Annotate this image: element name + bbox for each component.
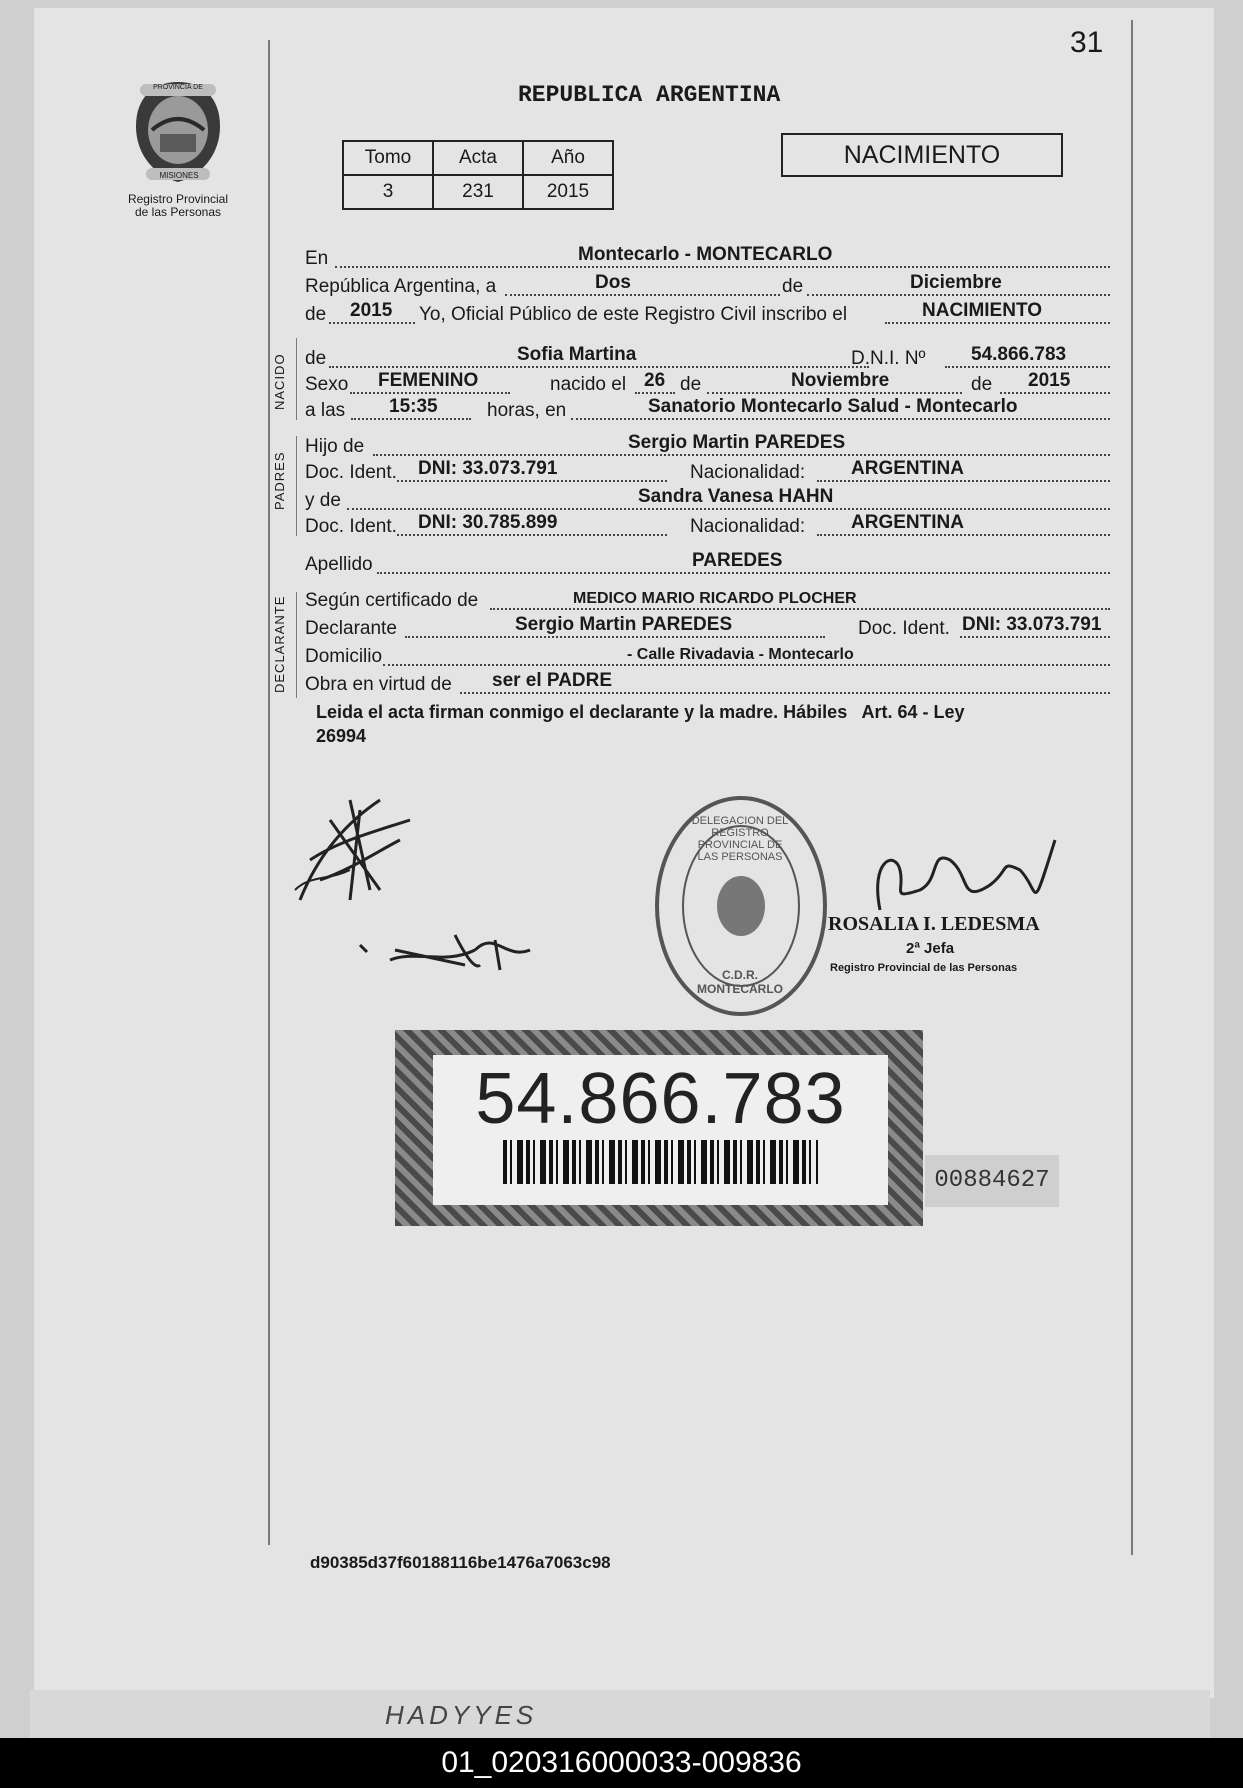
value-dia: Dos: [595, 272, 631, 293]
label-doc-ident: Doc. Ident.: [305, 462, 397, 483]
official-office: Registro Provincial de las Personas: [830, 962, 1018, 974]
value-mes-nac: Noviembre: [791, 370, 890, 391]
dotted-line: [460, 692, 1110, 694]
closing-line-1: Leida el acta firman conmigo el declarante y la madre. Hábiles Art. 64 - Ley: [316, 702, 965, 722]
closing-line-2: 26994: [316, 726, 367, 746]
value-apellido: PAREDES: [692, 550, 783, 571]
section-divider: [296, 338, 297, 420]
dotted-line: [350, 392, 510, 394]
right-margin-line: [1131, 20, 1133, 1555]
value-padre-doc: DNI: 33.073.791: [418, 458, 558, 479]
dotted-line: [817, 534, 1110, 536]
registry-logo: [128, 78, 228, 186]
value-dia-nac: 26: [644, 370, 666, 391]
row-domicilio: [305, 644, 1110, 670]
side-label-nacido: NACIDO: [272, 353, 287, 410]
dotted-line: [383, 664, 1110, 666]
row-madre-doc: [305, 514, 1110, 540]
table-header-tomo: Tomo: [343, 141, 433, 175]
value-hora: 15:35: [389, 396, 438, 417]
value-padre: Sergio Martin PAREDES: [628, 432, 846, 453]
document-hash: d90385d37f60188116be1476a7063c98: [310, 1553, 611, 1572]
declarant-signature-icon: [290, 780, 420, 910]
section-divider: [296, 592, 297, 698]
seal-ring-text: DELEGACION DEL REGISTRO PROVINCIAL DE LAS PERSONAS: [691, 815, 789, 863]
row-sexo: [305, 372, 1110, 398]
section-divider: [296, 436, 297, 536]
page-number: 31: [1070, 26, 1104, 59]
label-y-de: y de: [305, 490, 341, 511]
document-type-box: NACIMIENTO: [781, 133, 1063, 177]
label-de-name: de: [305, 348, 327, 369]
label-segun: Según certificado de: [305, 590, 479, 611]
table-cell-tomo: 3: [343, 175, 433, 209]
dotted-line: [397, 480, 667, 482]
value-anio: 2015: [350, 300, 393, 321]
logo-caption-line1: Registro Provincial: [127, 192, 229, 206]
serial-label: 00884627: [925, 1155, 1059, 1207]
label-a-las: a las: [305, 400, 346, 421]
side-label-declarante: DECLARANTE: [272, 595, 287, 693]
emblem-top-text: PROVINCIA DE: [153, 84, 203, 91]
left-margin-line: [268, 40, 270, 1545]
value-mes: Diciembre: [910, 272, 1002, 293]
label-horas-en: horas, en: [487, 400, 567, 421]
label-nacionalidad-madre: Nacionalidad:: [690, 516, 806, 537]
label-republica: República Argentina, a: [305, 276, 497, 297]
province-emblem-icon: [128, 78, 228, 186]
mother-signature-icon: [355, 920, 555, 980]
label-de-year: de: [305, 304, 327, 325]
value-declarante-doc: DNI: 33.073.791: [962, 614, 1102, 635]
dotted-line: [329, 366, 869, 368]
official-title: 2ª Jefa: [906, 940, 955, 957]
label-declarante: Declarante: [305, 618, 397, 639]
dotted-line: [817, 480, 1110, 482]
label-de: de: [782, 276, 804, 297]
label-nacido-el: nacido el: [550, 374, 627, 395]
logo-caption: [108, 193, 248, 219]
value-anio-nac: 2015: [1028, 370, 1071, 391]
dotted-line: [335, 266, 1110, 268]
label-doc-ident-madre: Doc. Ident.: [305, 516, 397, 537]
dotted-line: [347, 508, 1110, 510]
official-name: ROSALIA I. LEDESMA: [828, 913, 1040, 935]
dotted-line: [960, 636, 1110, 638]
underlying-scribble-text: HADYYES: [385, 1700, 538, 1730]
row-obra: [305, 672, 1110, 698]
dotted-line: [351, 418, 471, 420]
dotted-line: [490, 608, 1110, 610]
dotted-line: [885, 322, 1110, 324]
label-inscribo: Yo, Oficial Público de este Registro Civil inscribo el: [419, 304, 848, 325]
table-header-acta: Acta: [433, 141, 523, 175]
dotted-line: [635, 392, 675, 394]
country-title: REPUBLICA ARGENTINA: [518, 82, 781, 108]
dotted-line: [377, 572, 1110, 574]
footer-id: 01_020316000033-009836: [0, 1738, 1243, 1788]
value-declarante: Sergio Martin PAREDES: [515, 614, 733, 635]
value-obra: ser el PADRE: [492, 670, 613, 691]
label-nacionalidad: Nacionalidad:: [690, 462, 806, 483]
dotted-line: [571, 418, 1110, 420]
registry-table: [342, 140, 614, 210]
barcode-bars: [503, 1140, 818, 1184]
row-padre-doc: [305, 460, 1110, 486]
label-dni: D.N.I. Nº: [851, 348, 926, 369]
label-en: En: [305, 248, 329, 269]
table-header-anio: Año: [523, 141, 613, 175]
side-label-padres: PADRES: [272, 451, 287, 510]
row-inscribo: [305, 302, 1110, 328]
value-domicilio: - Calle Rivadavia - Montecarlo: [627, 646, 854, 663]
emblem-bottom-text: MISIONES: [159, 171, 199, 180]
value-lugar: Montecarlo - MONTECARLO: [578, 244, 833, 265]
dotted-line: [505, 294, 780, 296]
label-obra: Obra en virtud de: [305, 674, 452, 695]
row-republica: [305, 274, 1110, 300]
label-de-year2: de: [971, 374, 993, 395]
dotted-line: [945, 366, 1110, 368]
row-hora: [305, 398, 1110, 424]
value-madre-nac: ARGENTINA: [851, 512, 964, 533]
dotted-line: [807, 294, 1110, 296]
value-padre-nac: ARGENTINA: [851, 458, 964, 479]
dotted-line: [707, 392, 962, 394]
label-doc-ident-declarante: Doc. Ident.: [858, 618, 950, 639]
underlying-sheet: [30, 1690, 1210, 1740]
closing-statement: [316, 700, 1116, 748]
label-apellido: Apellido: [305, 554, 373, 575]
logo-caption-line2: de las Personas: [134, 205, 222, 219]
value-nombre: Sofia Martina: [517, 344, 637, 365]
row-certificado: [305, 588, 1110, 614]
row-apellido: [305, 552, 1110, 578]
value-madre-doc: DNI: 30.785.899: [418, 512, 558, 533]
dotted-line: [329, 322, 415, 324]
row-declarante: [305, 616, 1110, 642]
value-sexo: FEMENINO: [378, 370, 479, 391]
value-lugar-nac: Sanatorio Montecarlo Salud - Montecarlo: [648, 396, 1018, 417]
dotted-line: [405, 636, 825, 638]
row-en: [305, 246, 1110, 272]
dotted-line: [373, 454, 1110, 456]
table-cell-acta: 231: [433, 175, 523, 209]
label-domicilio: Domicilio: [305, 646, 383, 667]
value-madre: Sandra Vanesa HAHN: [638, 486, 834, 507]
label-de-month: de: [680, 374, 702, 395]
value-dni: 54.866.783: [971, 344, 1067, 365]
dotted-line: [397, 534, 667, 536]
row-nombre: [305, 346, 1110, 372]
label-hijo-de: Hijo de: [305, 436, 365, 457]
dotted-line: [1000, 392, 1110, 394]
row-hijo-de: [305, 434, 1110, 460]
row-y-de: [305, 488, 1110, 514]
table-cell-anio: 2015: [523, 175, 613, 209]
value-acto: NACIMIENTO: [922, 300, 1042, 321]
seal-center-text: C.D.R. MONTECARLO: [697, 968, 783, 996]
label-sexo: Sexo: [305, 374, 349, 395]
value-certificado: MEDICO MARIO RICARDO PLOCHER: [573, 590, 857, 607]
barcode-number: 54.866.783: [475, 1059, 846, 1139]
